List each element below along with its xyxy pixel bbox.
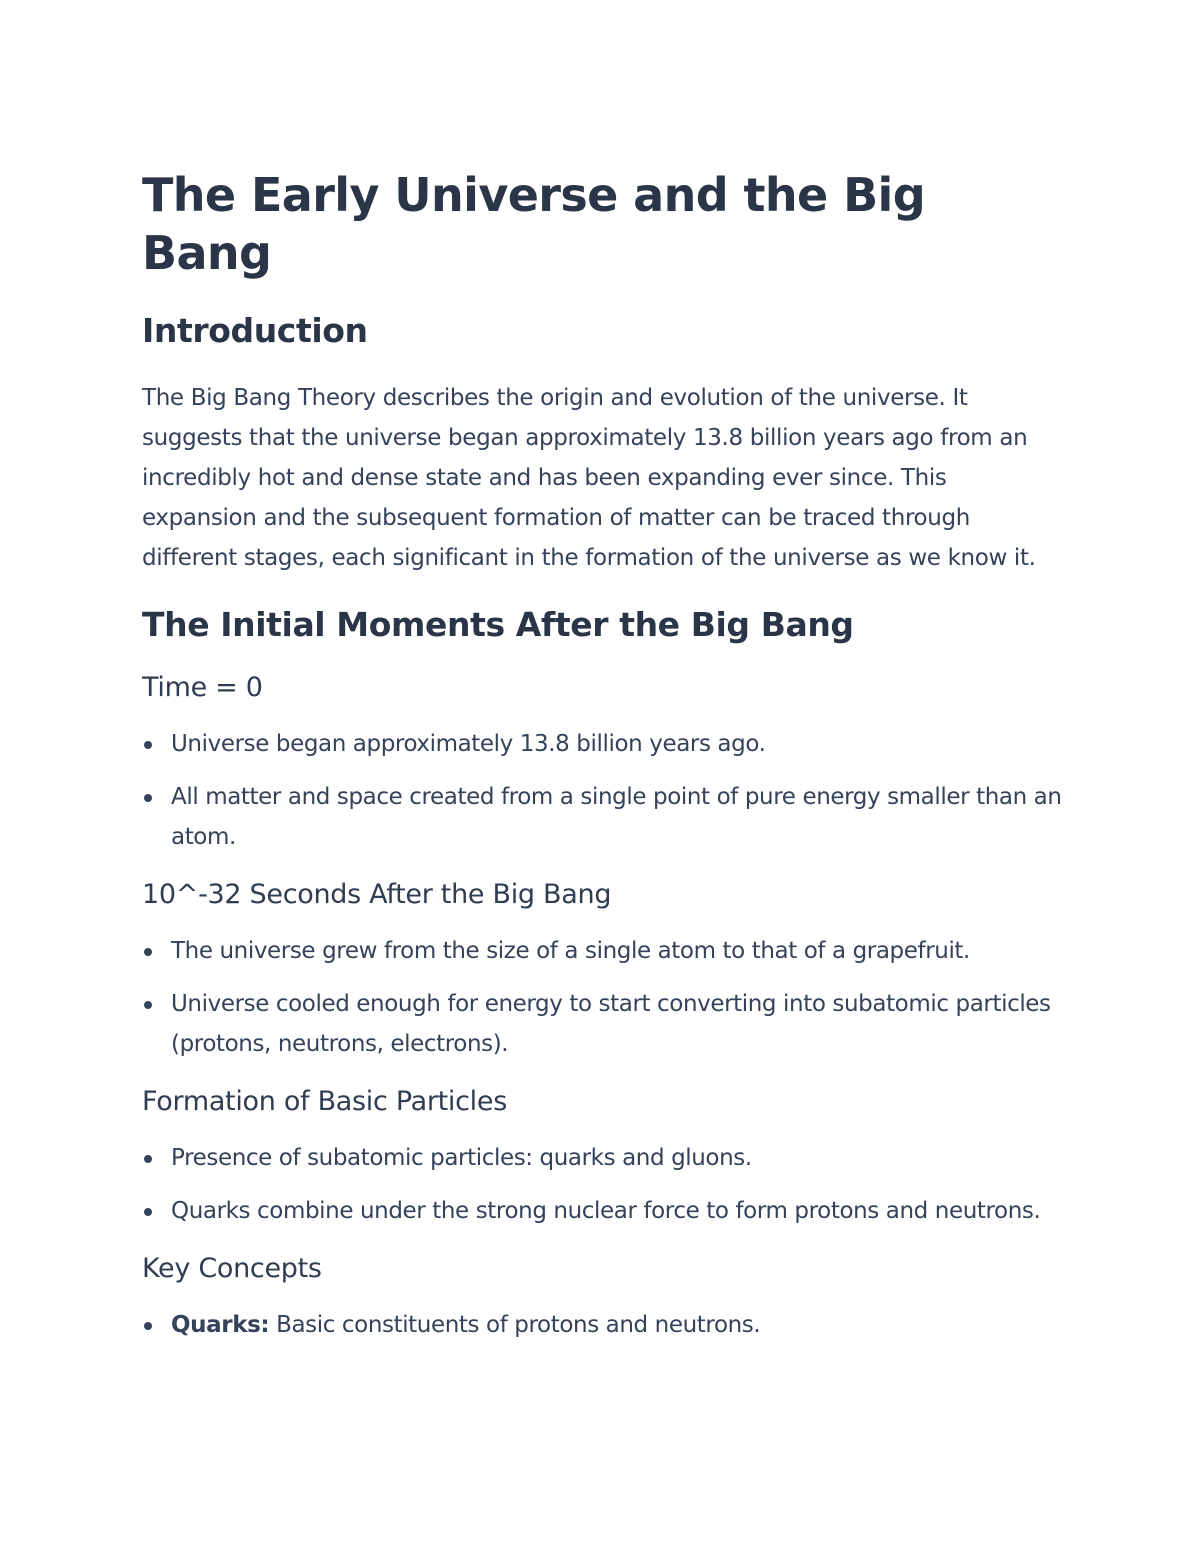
initial-moments-heading: The Initial Moments After the Big Bang [142,605,854,644]
document-title: The Early Universe and the Big Bang [142,168,926,280]
seconds-after-list [142,931,1062,1064]
list-item: Universe began approximately 13.8 billion years ago. [142,724,1062,764]
introduction-heading: Introduction [142,311,368,350]
time-zero-list [142,724,1062,857]
key-concepts-list [142,1305,1062,1345]
document-page [142,166,1062,1345]
basic-particles-heading: Formation of Basic Particles [142,1086,507,1117]
key-concept-definition: Basic constituents of protons and neutrons. [269,1312,761,1338]
list-item: Quarks combine under the strong nuclear force to form protons and neutrons. [142,1191,1062,1231]
basic-particles-list [142,1138,1062,1231]
seconds-after-heading: 10^-32 Seconds After the Big Bang [142,879,612,910]
list-item: All matter and space created from a single point of pure energy smaller than an atom. [142,777,1062,857]
time-zero-heading: Time = 0 [142,672,263,703]
list-item: The universe grew from the size of a single atom to that of a grapefruit. [142,931,1062,971]
list-item: Universe cooled enough for energy to start converting into subatomic particles (protons, neutrons, electrons). [142,984,1062,1064]
list-item: Presence of subatomic particles: quarks and gluons. [142,1138,1062,1178]
key-concepts-heading: Key Concepts [142,1253,322,1284]
list-item [142,1305,1062,1345]
key-concept-term: Quarks: [171,1312,270,1338]
introduction-paragraph: The Big Bang Theory describes the origin and evolution of the universe. It suggests that the universe began approximately 13.8 billion years ago from an incredibly hot and dense state and has been expanding ever since. This expansion and the subsequent formation of matter can be traced through different stages, each significant in the formation of the universe as we know it. [142,385,1036,571]
